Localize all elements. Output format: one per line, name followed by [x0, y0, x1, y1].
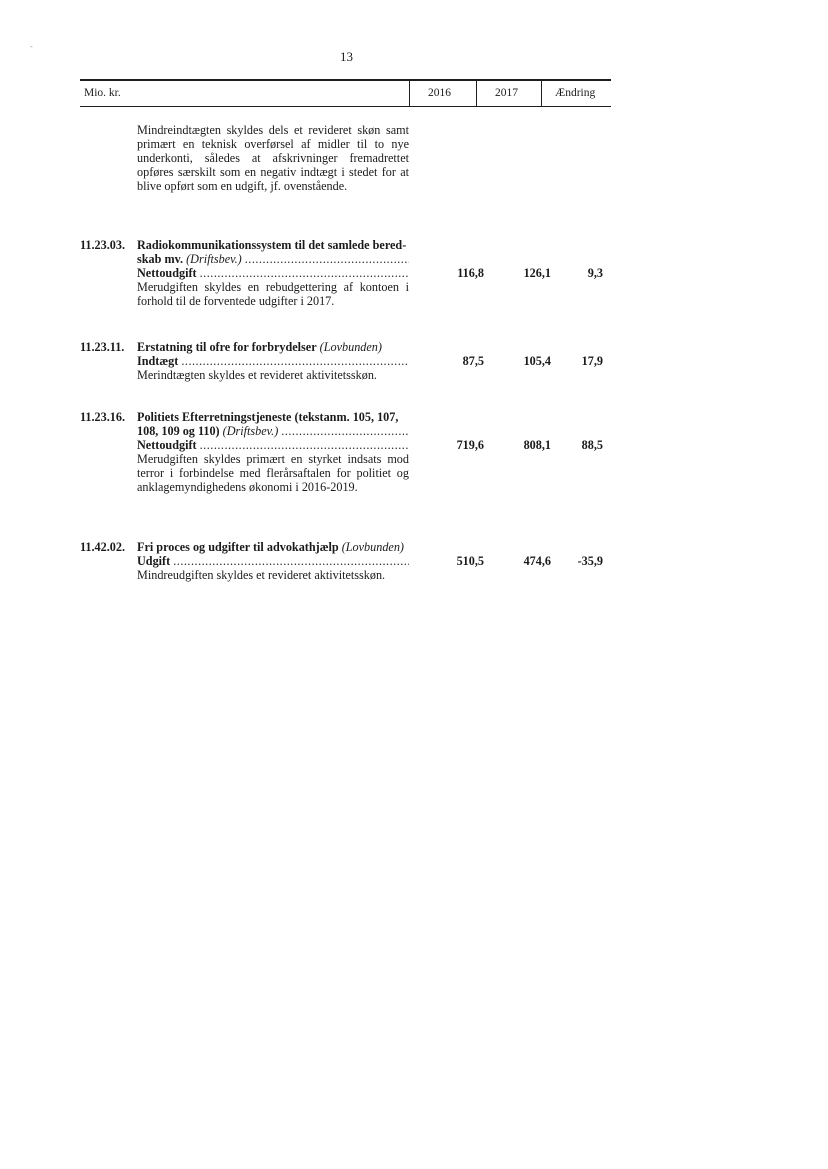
- table-header: [80, 79, 611, 107]
- header-separator: [541, 79, 542, 107]
- value-2016: 87,5: [462, 354, 484, 368]
- amount-label: Nettoudgift: [137, 266, 197, 280]
- value-change: -35,9: [577, 554, 603, 568]
- dot-leader: [173, 554, 409, 568]
- item-title-cont: 108, 109 og 110): [137, 424, 220, 438]
- dot-leader: [245, 252, 409, 266]
- appropriation-type: (Driftsbev.): [222, 424, 279, 438]
- item-description: Mindreudgiften skyldes et revideret aktivitetsskøn.: [137, 568, 386, 582]
- amount-label: Nettoudgift: [137, 438, 197, 452]
- appropriation-type: (Lovbunden): [341, 540, 404, 554]
- account-code: 11.42.02.: [80, 540, 126, 554]
- column-change: Ændring: [555, 87, 596, 99]
- item-title: Radiokommunikationssystem til det samlede bered-: [137, 238, 407, 252]
- intro-paragraph: Mindreindtægten skyldes dels et revideret skøn samt primært en teknisk overførsel af midler til to nye underkonti, således at afskrivninger fremadrettet opføres særskilt som en negativ indtægt i stedet for at blive opført som en udgift, jf. ovenstående.: [137, 123, 409, 193]
- header-separator: [409, 79, 410, 107]
- dot-leader: [281, 424, 409, 438]
- value-change: 9,3: [587, 266, 603, 280]
- appropriation-type: (Lovbunden): [319, 340, 382, 354]
- dot-leader: [200, 438, 409, 452]
- value-2017: 808,1: [523, 438, 551, 452]
- amount-label: Udgift: [137, 554, 171, 568]
- value-change: 88,5: [581, 438, 603, 452]
- dot-leader: [200, 266, 409, 280]
- dot-leader: [181, 354, 409, 368]
- item-title-cont: skab mv.: [137, 252, 184, 266]
- account-code: 11.23.11.: [80, 340, 125, 354]
- value-2017: 126,1: [523, 266, 551, 280]
- page-number: 13: [340, 49, 353, 64]
- stray-mark: -: [30, 42, 33, 51]
- header-bottom-rule: [80, 106, 611, 107]
- value-2017: 474,6: [523, 554, 551, 568]
- item-description: Merindtægten skyldes et revideret aktivitetsskøn.: [137, 368, 377, 382]
- value-2016: 719,6: [456, 438, 484, 452]
- item-description: Merudgiften skyldes en rebudgettering af kontoen i forhold til de forventede udgifter i 2017.: [137, 280, 409, 308]
- amount-label: Indtægt: [137, 354, 179, 368]
- item-title: Erstatning til ofre for forbrydelser: [137, 340, 317, 354]
- value-change: 17,9: [581, 354, 603, 368]
- header-separator: [476, 79, 477, 107]
- account-code: 11.23.03.: [80, 238, 126, 252]
- header-top-rule: [80, 79, 611, 81]
- item-title: Fri proces og udgifter til advokathjælp: [137, 540, 339, 554]
- account-code: 11.23.16.: [80, 410, 126, 424]
- item-title: Politiets Efterretningstjeneste (tekstanm. 105, 107,: [137, 410, 399, 424]
- item-description: Merudgiften skyldes primært en styrket indsats mod terror i forbindelse med flerårsaftalen for politiet og anklagemyndighedens økonomi i 2016-2019.: [137, 452, 409, 494]
- value-2017: 105,4: [523, 354, 551, 368]
- column-2016: 2016: [428, 87, 451, 99]
- appropriation-type: (Driftsbev.): [186, 252, 242, 266]
- value-2016: 510,5: [456, 554, 484, 568]
- column-2017: 2017: [495, 87, 518, 99]
- value-2016: 116,8: [457, 266, 484, 280]
- unit-label: Mio. kr.: [84, 87, 121, 99]
